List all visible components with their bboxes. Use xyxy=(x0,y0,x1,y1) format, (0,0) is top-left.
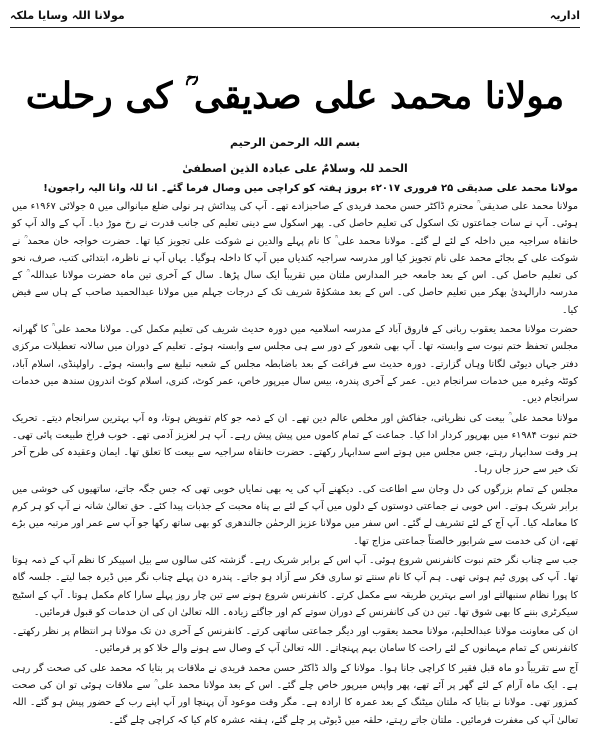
article-title: مولانا محمد علی صدیقی ؒ کی رحلت xyxy=(25,75,565,117)
paragraph: جب سے چناب نگر ختم نبوت کانفرنس شروع ہوئی۔ آپ اس کے برابر شریک رہے۔ گزشتہ کئی سالوں سے بیل اسپیکر کا نظم آپ کے ذمہ ہوتا تھا۔ آپ کی پوری ٹیم ہوتی تھی۔ ہم آپ کا نام سنتے تو ساری فکر سے آزاد ہو جاتے۔ پندرہ دن پہلے چناب نگر میں ڈیرہ جما لیتے۔ جلسہ گاہ کا پورا نظام سنبھالتے اور اسے بہترین طریقہ سے مکمل کرتے۔ کانفرنس شروع ہونے سے تین چار روز پہلے سارا کام مکمل ہوتا۔ آپ کے اسٹیج سیکرٹری بننے کا بھی شوق تھا۔ تین دن کی کانفرنس کے دوران سوتے کم اور جاگتے زیادہ۔ اللہ تعالیٰ ان کی ان خدمات کو قبول فرمائیں۔ xyxy=(12,554,578,618)
bismillah: بسم اللہ الرحمن الرحیم xyxy=(229,136,360,149)
opening-line: مولانا محمد علی صدیقی ۲۵ فروری ۲۰۱۷ء بروز ہفتہ کو کراچی میں وصال فرما گئے۔ انا للہ وانا الیہ راجعون! xyxy=(43,183,578,194)
article-body xyxy=(12,182,578,731)
paragraph: مولانا محمد علی صدیقی ؒ محترم ڈاکٹر حسن محمد فریدی کے صاحبزادے تھے۔ آپ کی پیدائش ہر نولی ضلع میانوالی میں ۵ جولائی ۱۹۶۷ء میں ہوئی۔ آپ نے سات جماعتوں تک اسکول کی تعلیم حاصل کی۔ پھر اسکول سے دینی تعلیم کی جانب قدرت نے رخ موڑ دیا۔ آپ کے والد آپ کو خانقاہ سراجیہ میں داخلہ کے لئے لے گئے۔ مولانا محمد علی ؒ کا نام پہلے والدین نے شوکت علی تجویز کیا تھا۔ حضرت خواجہ خان محمد ؒ نے شوکت علی کے بجائے محمد علی نام تجویز کیا اور مدرسہ سراجیہ کندیاں میں آپ کا داخلہ ہوگیا۔ یہاں آپ نے ناظرہ، ابتدائی کتب، صرف، نحو کی تعلیم حاصل کی۔ اس کے بعد جامعہ خیر المدارس ملتان میں تقریباً ایک سال پڑھا۔ سال کے آخری تین ماہ حضرت مولانا عبداللہ ؒ کے مدرسہ دارالہدیٰ بھکر میں تعلیم حاصل کی۔ اس کے بعد مشکوٰۃ شریف تک کے درجات جہلم میں مولانا عبدالحمید صاحب کے ہاں سے فیض کیا۔ xyxy=(12,201,579,316)
hamd-line: الحمد للہ وسلامٌ علی عبادہ الذین اصطفیٰ xyxy=(182,162,408,175)
running-header xyxy=(10,4,580,26)
paragraph: حضرت مولانا محمد یعقوب ربانی کے فاروق آباد کے مدرسہ اسلامیہ میں دورہ حدیث شریف کی تعلیم مکمل کی۔ مولانا محمد علی ؒ کا گھرانہ مجلس تحفظ ختم نبوت سے وابستہ تھا۔ آپ بھی شعور کے دور سے ہی مجلس سے وابستہ ہوئے۔ تعلیم کے دوران میں سالانہ تعطیلات مرکزی دفتر جہاں دیوٹی لگاتا وہاں گزارتے۔ دورہ حدیث سے فراغت کے بعد باضابطہ مجلس کے شعبہ تبلیغ سے وابستہ ہوئے۔ راولپنڈی، اسلام آباد، کوئٹہ وغیرہ میں خدمات سرانجام دیں۔ عمر کے آخری پندرہ، بیس سال میرپور خاص، عمر کوٹ، کنری، اسلام کوٹ اندرون سندھ میں خدمات سرانجام دیں۔ xyxy=(12,324,578,405)
paragraph: آج سے تقریباً دو ماہ قبل فقیر کا کراچی جانا ہوا۔ مولانا کے والد ڈاکٹر حسن محمد فریدی نے ملاقات پر بتایا کہ محمد علی کی صحت گر رہی ہے۔ ایک ماہ آرام کے لئے گھر پر آئے تھے، پھر واپس میرپور خاص چلے گئے۔ اس کے بعد مولانا محمد علی ؒ سے ملاقات ہوئی تو ان کی صحت کمزور تھی۔ مولانا نے بتایا کہ ملتان میٹنگ کے بعد عمرہ کا ارادہ ہے۔ مگر وقت موعود آن پہنچا اور آپ اپنے رب کے حضور پیش ہو گئے۔ اللہ تعالیٰ آپ کی مغفرت فرمائیں۔ ملتان جاتے رہتے، حلقہ میں ڈیوٹی پر چلے گئے، ہفتہ عشرہ کام کیا کہ کراچی چلے گئے۔ xyxy=(12,662,578,726)
paragraph: ان کی معاونت مولانا عبدالحلیم، مولانا محمد یعقوب اور دیگر جماعتی ساتھی کرتے۔ کانفرنس کے آخری دن تک مولانا ہر انتظام پر نظر رکھتے۔ کانفرنس کے تمام مہمانوں کے لئے راحت کا سامان بہم پہنچاتے۔ اللہ تعالیٰ آپ کے وصال سے ہونے والے خلا کو پر فرمائیں۔ xyxy=(12,626,578,655)
paragraph: مولانا محمد علی ؒ بیعت کی نظریاتی، جفاکش اور مخلص عالم دین تھے۔ ان کے ذمہ جو کام تفویض ہوتا، وہ آپ بہترین سرانجام دیتے۔ تحریک ختم نبوت ۱۹۸۴ء میں بھرپور کردار ادا کیا۔ جماعت کے تمام کاموں میں پیش پیش رہے۔ آپ ہر لعزیز آدمی تھے۔ خوب فراخ طبیعت پائی تھی۔ ہر وقت سدابہار رہتے، جس مجلس میں ہوتے اسے سدابہار رکھتے۔ حضرت خانقاہ سراجیہ سے بیعت کا تعلق تھا۔ ایمان وعقیدہ کی طرح آخر تک خیر سے حرز جاں رہا۔ xyxy=(12,412,578,476)
paragraph: مجلس کے تمام بزرگوں کی دل وجان سے اطاعت کی۔ دیکھنے آپ کی یہ بھی نمایاں خوبی تھی کہ جس جگہ جاتے، ساتھیوں کی خوشی میں برابر شریک ہوتے۔ اس خوبی نے جماعتی دوستوں کے دلوں میں آپ کے لئے بے پناہ محبت کے جذبات پیدا کئے۔ حق تعالیٰ شانہ نے آپ کو ہر کرم کا معاملہ کیا۔ آپ آج کے لئے تشریف لے گئے۔ اس سفر میں مولانا عزیز الرحمٰن جالندھری کو بھی ساتھ رکھا جو آپ سے عمر اور مرتبہ میں بڑے تھے، ان کی خدمت سے شرابور خالصتاً جماعتی مزاج تھا۔ xyxy=(12,483,578,547)
header-rule xyxy=(10,27,580,28)
author-label: مولانا اللہ وسایا ملکہ xyxy=(10,8,125,22)
section-label: اداریہ xyxy=(549,8,580,22)
